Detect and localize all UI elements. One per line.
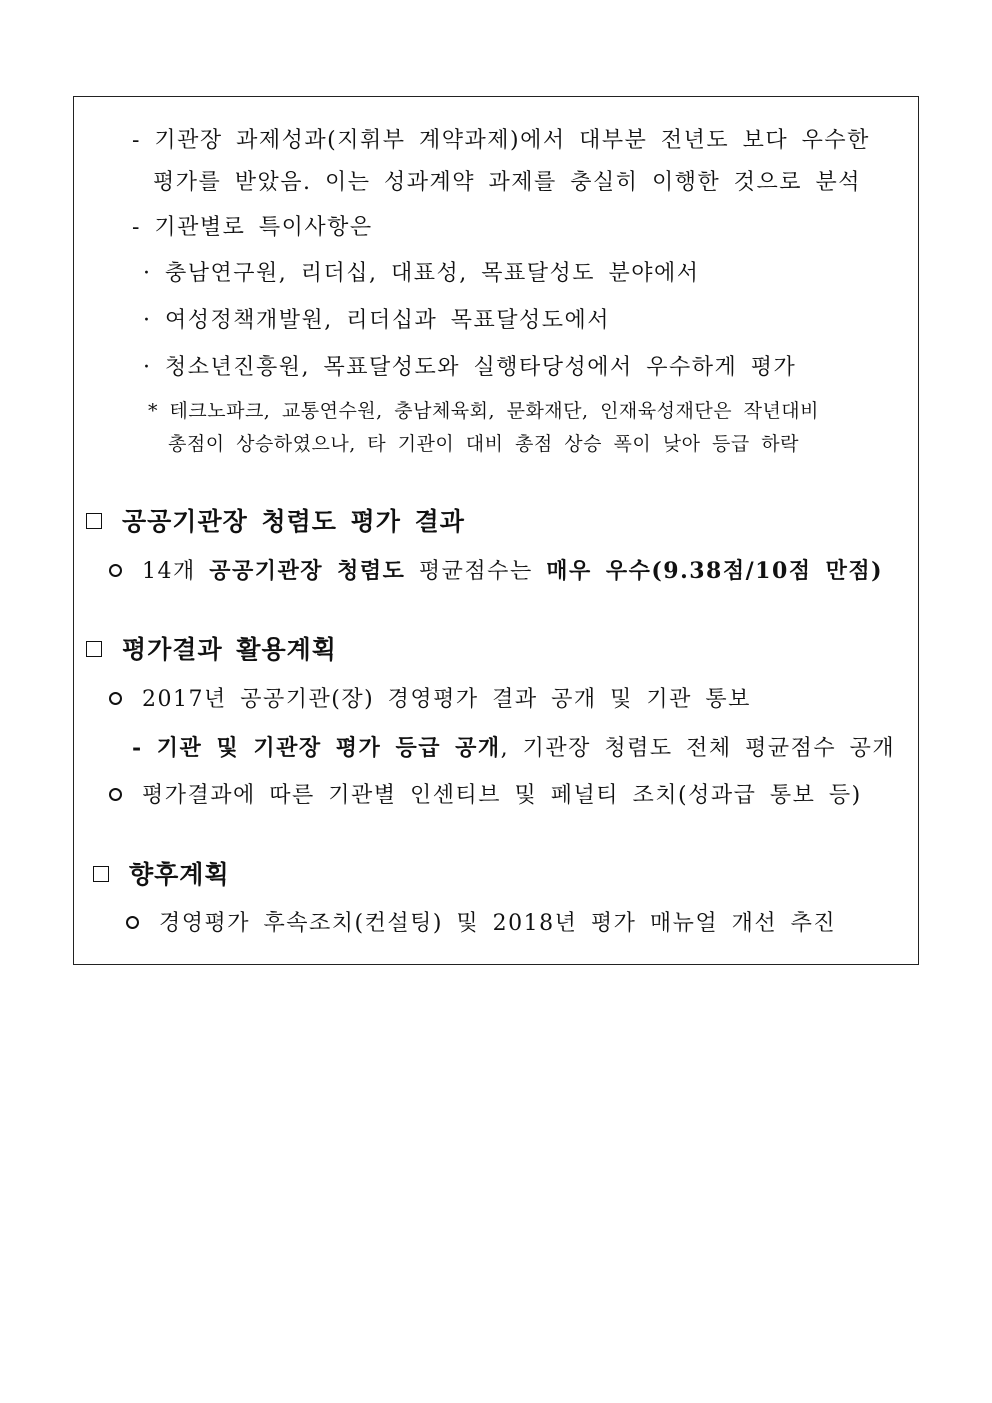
circle-item-future [126, 913, 836, 935]
circle-bullet-icon [109, 564, 122, 577]
checkbox-square-icon [93, 866, 109, 882]
section-heading-utilization [86, 637, 337, 662]
checkbox-square-icon [86, 513, 102, 529]
circle-bullet-icon [109, 692, 122, 705]
dash-item-2: - 기관별로 특이사항은 [132, 215, 373, 240]
dash-item-1-line-2: 평가를 받았음. 이는 성과계약 과제를 충실히 이행한 것으로 분석 [153, 170, 861, 195]
bullet-item-3: · 청소년진흥원, 목표달성도와 실행타당성에서 우수하게 평가 [143, 355, 797, 380]
note-line-2: 총점이 상승하였으나, 타 기관이 대비 총점 상승 폭이 낮아 등급 하락 [168, 433, 799, 455]
circle-item-incentive [109, 785, 862, 807]
section-heading-integrity-text: 공공기관장 청렴도 평가 결과 [122, 507, 465, 536]
section-heading-integrity [86, 509, 465, 534]
circle-item-integrity [109, 560, 883, 583]
grade-publish-bold: - 기관 및 기관장 평가 등급 공개 [132, 735, 501, 761]
dash-item-grade-publish [132, 737, 895, 760]
dash-item-1-line-1: - 기관장 과제성과(지휘부 계약과제)에서 대부분 전년도 보다 우수한 [132, 128, 870, 153]
section-heading-future-text: 향후계획 [129, 860, 230, 889]
section-heading-future [93, 862, 230, 887]
publish-text: 2017년 공공기관(장) 경영평가 결과 공개 및 기관 통보 [142, 687, 751, 712]
section-heading-utilization-text: 평가결과 활용계획 [122, 635, 337, 664]
grade-publish-rest: , 기관장 청렴도 전체 평균점수 공개 [500, 736, 896, 761]
checkbox-square-icon [86, 641, 102, 657]
incentive-text: 평가결과에 따른 기관별 인센티브 및 페널티 조치(성과급 통보 등) [142, 783, 862, 808]
circle-bullet-icon [126, 916, 139, 929]
integrity-text-bold-1: 공공기관장 청렴도 [209, 558, 406, 584]
bullet-item-2: · 여성정책개발원, 리더십과 목표달성도에서 [143, 308, 611, 333]
future-text: 경영평가 후속조치(컨설팅) 및 2018년 평가 매뉴얼 개선 추진 [159, 911, 837, 936]
integrity-text-mid: 평균점수는 [405, 559, 547, 584]
circle-bullet-icon [109, 788, 122, 801]
bullet-item-1: · 충남연구원, 리더십, 대표성, 목표달성도 분야에서 [143, 261, 700, 286]
circle-item-publish [109, 689, 751, 711]
integrity-text-pre: 14개 [142, 559, 210, 584]
integrity-text-bold-2: 매우 우수(9.38점/10점 만점) [546, 558, 884, 584]
note-line-1: * 테크노파크, 교통연수원, 충남체육회, 문화재단, 인재육성재단은 작년대비 [148, 400, 820, 422]
